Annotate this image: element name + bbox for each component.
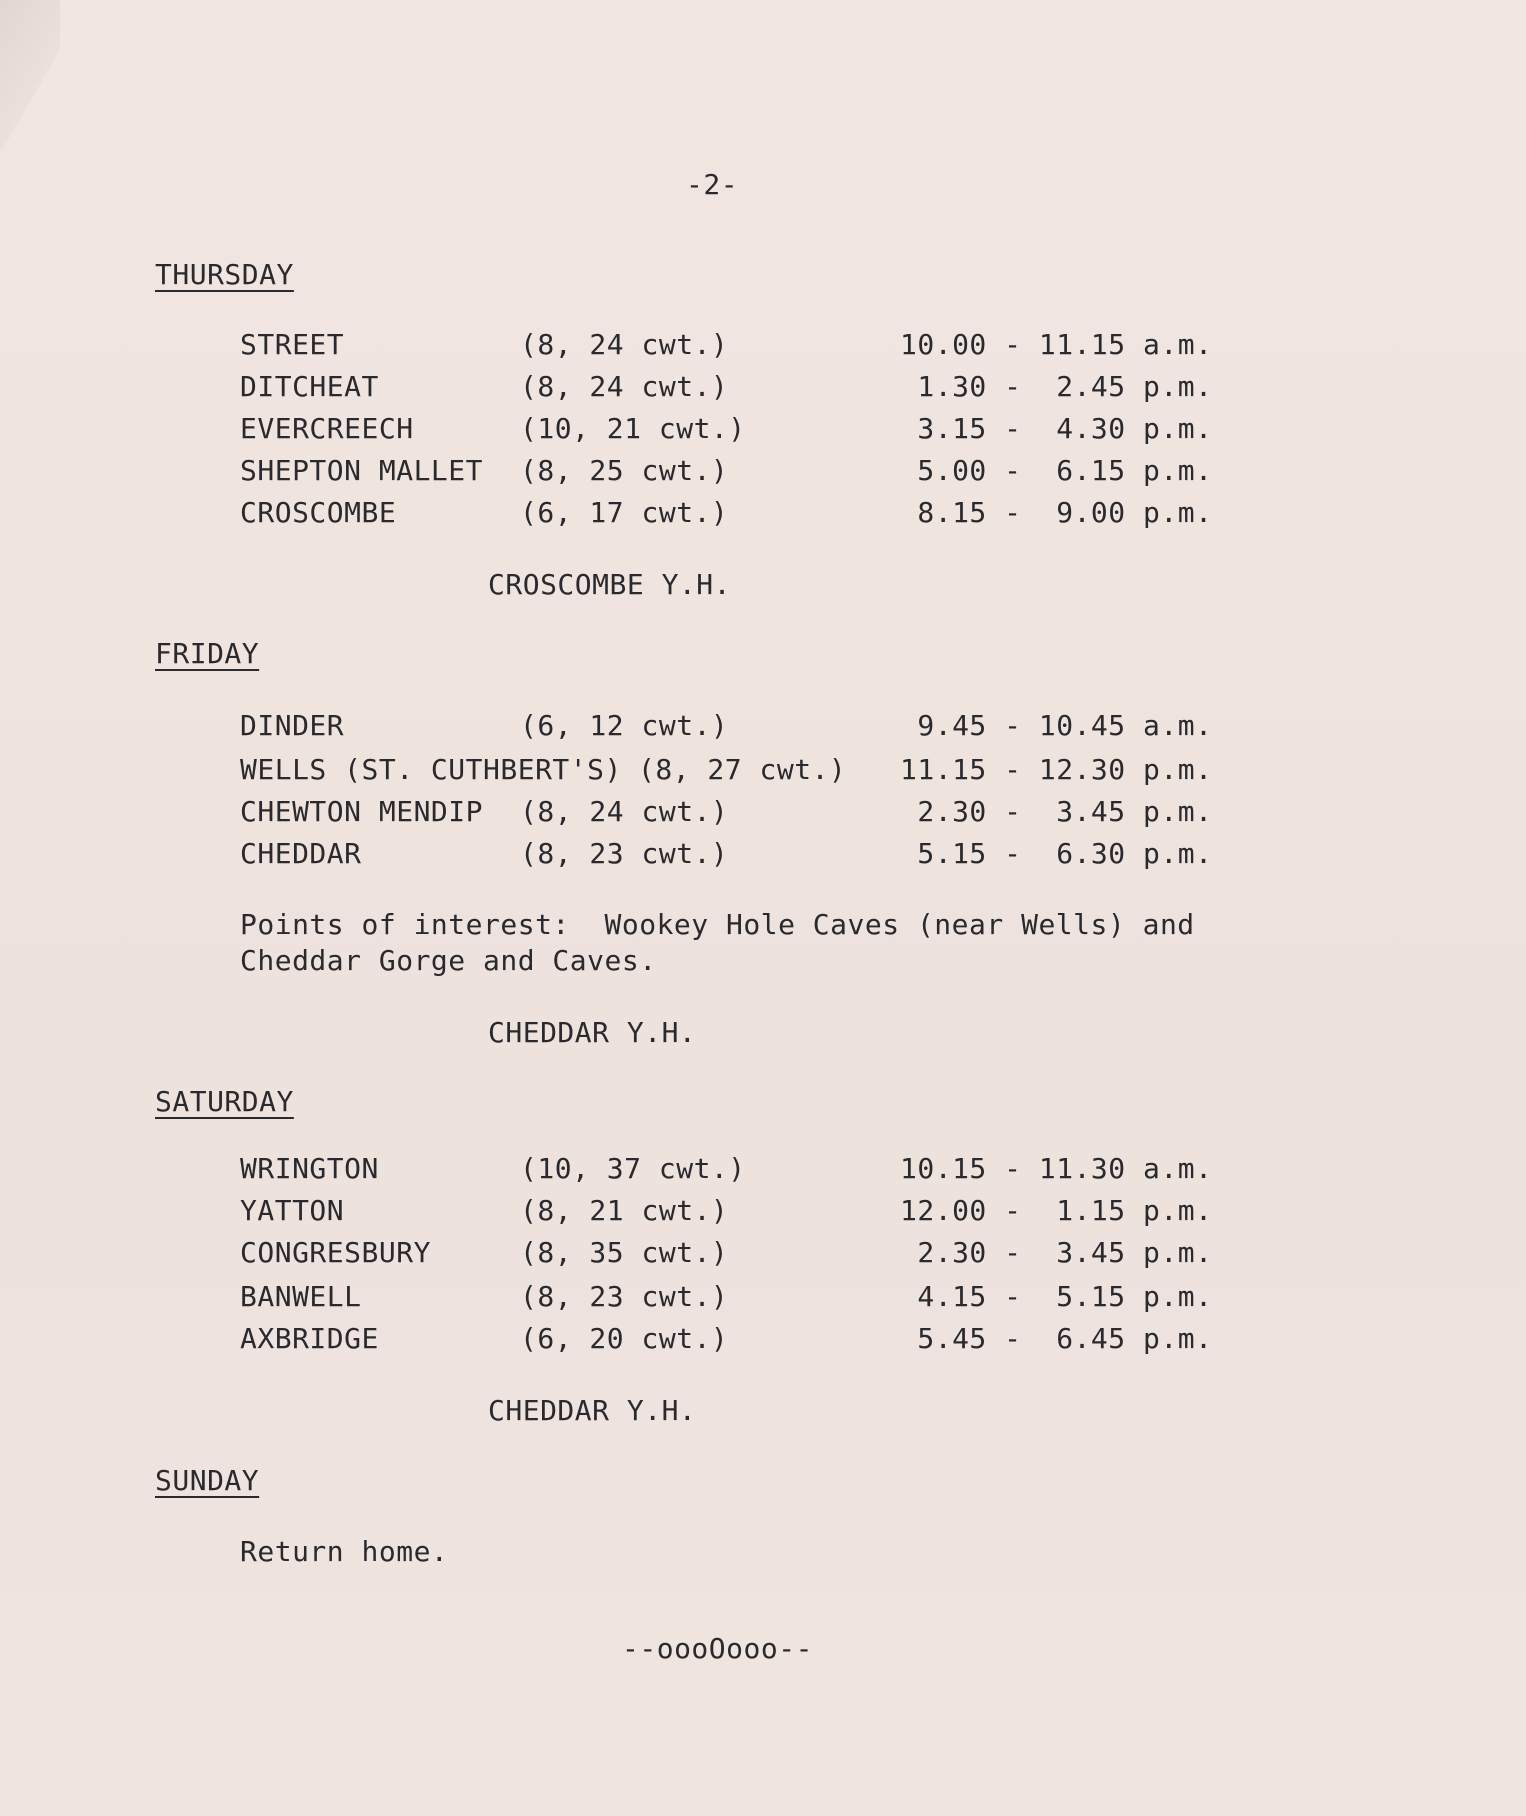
hostel-cheddar: CHEDDAR Y.H. <box>488 1016 697 1049</box>
load-value: (10, 37 cwt.) <box>520 1152 746 1185</box>
sunday-text: Return home. <box>240 1535 449 1568</box>
time-range: 10.15 - 11.30 a.m. <box>900 1152 1213 1185</box>
load-value: (8, 24 cwt.) <box>520 370 729 403</box>
time-range: 8.15 - 9.00 p.m. <box>900 496 1213 529</box>
load-value: (8, 24 cwt.) <box>520 795 729 828</box>
page-fold-corner <box>0 0 60 150</box>
place-name: STREET <box>240 328 345 361</box>
place-name: DINDER <box>240 709 345 742</box>
load-value: (6, 12 cwt.) <box>520 709 729 742</box>
place-name: BANWELL <box>240 1280 362 1313</box>
place-name: CONGRESBURY <box>240 1236 431 1269</box>
time-range: 2.30 - 3.45 p.m. <box>900 795 1213 828</box>
time-range: 4.15 - 5.15 p.m. <box>900 1280 1213 1313</box>
place-name: YATTON <box>240 1194 345 1227</box>
heading-sunday: SUNDAY <box>155 1464 260 1497</box>
place-name: EVERCREECH <box>240 412 414 445</box>
time-range: 5.00 - 6.15 p.m. <box>900 454 1213 487</box>
load-value: (8, 35 cwt.) <box>520 1236 729 1269</box>
time-range: 1.30 - 2.45 p.m. <box>900 370 1213 403</box>
note-points-of-interest: Points of interest: Wookey Hole Caves (near Wells) and <box>240 908 1195 941</box>
load-value: (8, 21 cwt.) <box>520 1194 729 1227</box>
heading-saturday: SATURDAY <box>155 1085 294 1118</box>
end-mark: --oooOooo-- <box>622 1632 813 1665</box>
load-value: (6, 20 cwt.) <box>520 1322 729 1355</box>
load-value: (8, 24 cwt.) <box>520 328 729 361</box>
time-range: 3.15 - 4.30 p.m. <box>900 412 1213 445</box>
place-name: CROSCOMBE <box>240 496 397 529</box>
time-range: 12.00 - 1.15 p.m. <box>900 1194 1213 1227</box>
page-number: -2- <box>686 168 739 201</box>
place-name: SHEPTON MALLET <box>240 454 484 487</box>
load-value: (8, 23 cwt.) <box>520 837 729 870</box>
time-range: 9.45 - 10.45 a.m. <box>900 709 1213 742</box>
time-range: 5.45 - 6.45 p.m. <box>900 1322 1213 1355</box>
heading-thursday: THURSDAY <box>155 258 294 291</box>
place-name: AXBRIDGE <box>240 1322 379 1355</box>
time-range: 10.00 - 11.15 a.m. <box>900 328 1213 361</box>
note-points-of-interest-cont: Cheddar Gorge and Caves. <box>240 944 657 977</box>
load-value: (8, 23 cwt.) <box>520 1280 729 1313</box>
load-value: (10, 21 cwt.) <box>520 412 746 445</box>
hostel-croscombe: CROSCOMBE Y.H. <box>488 568 732 601</box>
load-value: (6, 17 cwt.) <box>520 496 729 529</box>
load-value: (8, 27 cwt.) <box>638 753 847 786</box>
place-name: DITCHEAT <box>240 370 379 403</box>
place-name: CHEWTON MENDIP <box>240 795 484 828</box>
place-name: CHEDDAR <box>240 837 362 870</box>
place-name: WRINGTON <box>240 1152 379 1185</box>
time-range: 2.30 - 3.45 p.m. <box>900 1236 1213 1269</box>
time-range: 11.15 - 12.30 p.m. <box>900 753 1213 786</box>
hostel-cheddar: CHEDDAR Y.H. <box>488 1394 697 1427</box>
time-range: 5.15 - 6.30 p.m. <box>900 837 1213 870</box>
place-name: WELLS (ST. CUTHBERT'S) <box>240 753 622 786</box>
heading-friday: FRIDAY <box>155 637 260 670</box>
load-value: (8, 25 cwt.) <box>520 454 729 487</box>
